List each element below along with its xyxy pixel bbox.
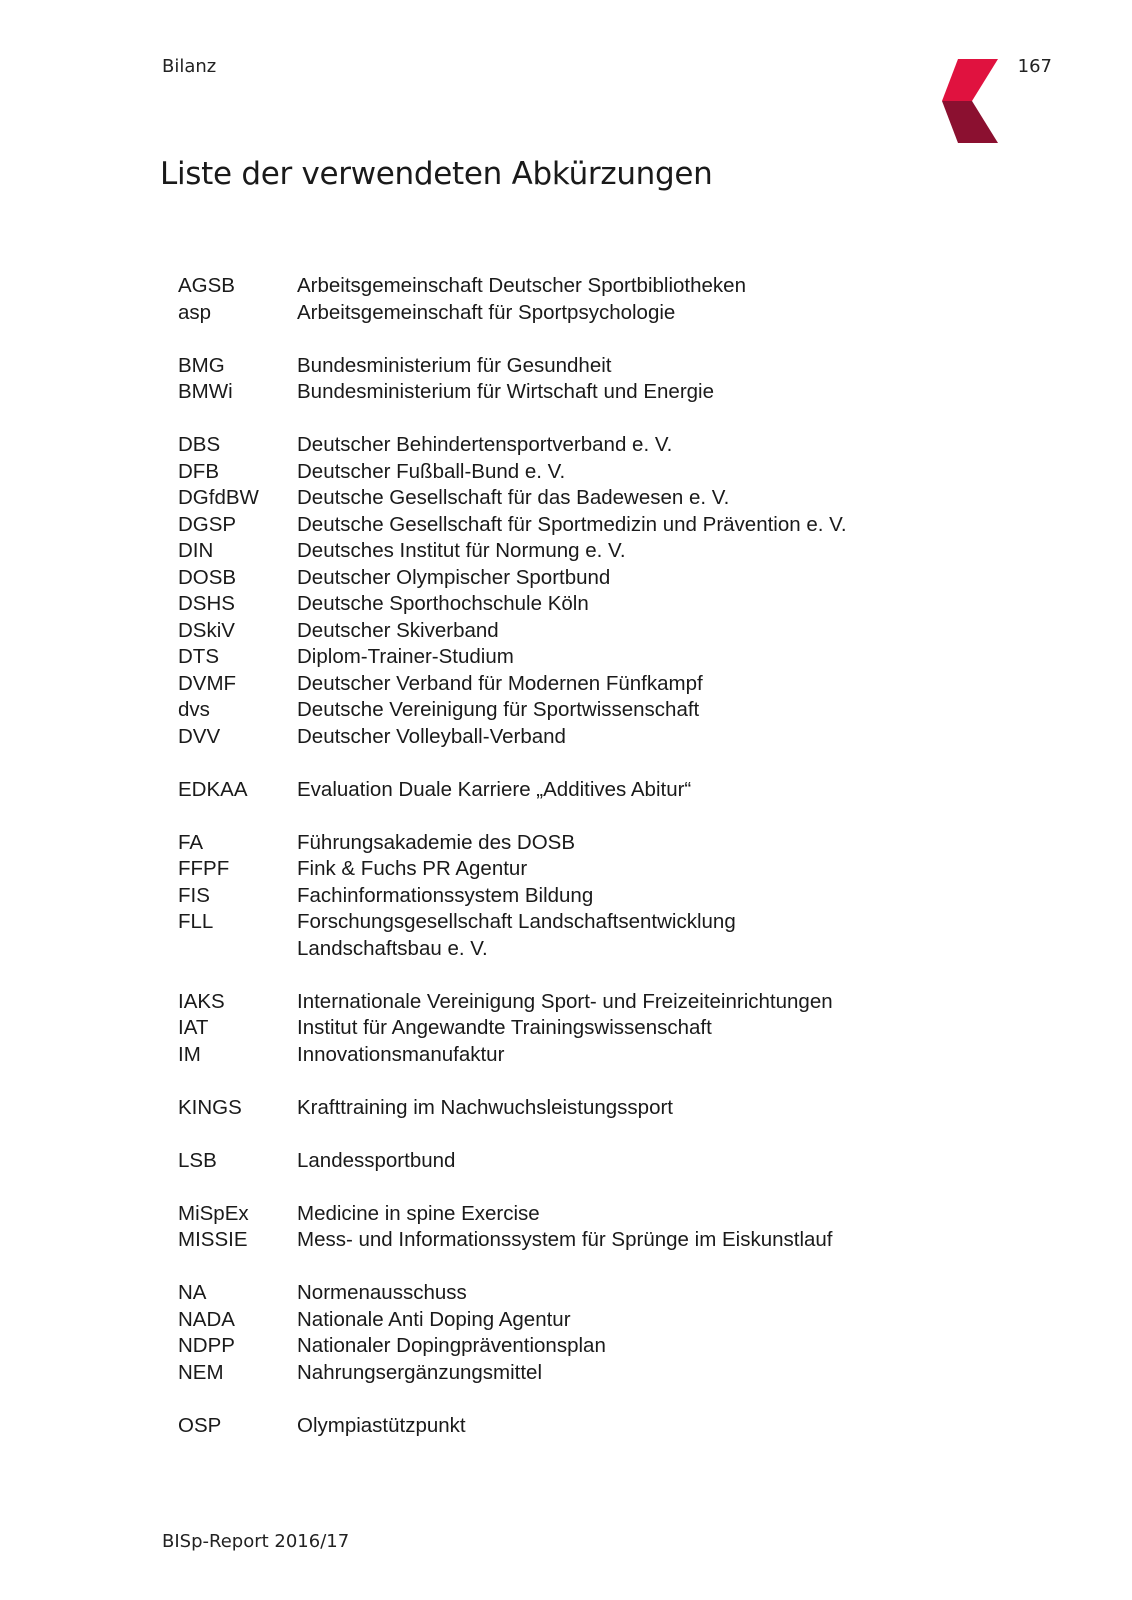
abbreviation-term: KINGS bbox=[178, 1095, 242, 1119]
abbreviation-entry bbox=[178, 909, 847, 962]
abbreviation-term: LSB bbox=[178, 1148, 217, 1172]
abbreviation-entry bbox=[178, 777, 847, 804]
abbreviation-entry bbox=[178, 1307, 847, 1334]
abbreviation-term: NA bbox=[178, 1281, 207, 1304]
abbreviation-definition: Deutscher Volleyball-Verband bbox=[297, 724, 566, 748]
abbreviation-term: DTS bbox=[178, 645, 219, 668]
abbreviation-term: dvs bbox=[178, 698, 210, 721]
abbreviation-term: DIN bbox=[178, 539, 214, 562]
abbreviation-definition: Arbeitsgemeinschaft Deutscher Sportbibliotheken bbox=[297, 274, 746, 297]
abbreviation-group bbox=[178, 1148, 847, 1175]
abbreviation-term: DGfdBW bbox=[178, 486, 259, 509]
abbreviation-term: OSP bbox=[178, 1413, 222, 1437]
abbreviation-entry bbox=[178, 353, 847, 380]
abbreviation-term: IAT bbox=[178, 1016, 209, 1039]
abbreviation-entry bbox=[178, 856, 847, 883]
abbreviation-entry bbox=[178, 1413, 847, 1440]
abbreviation-definition: Deutsche Vereinigung für Sportwissenschaft bbox=[297, 698, 700, 721]
abbreviation-entry bbox=[178, 830, 847, 857]
abbreviation-group bbox=[178, 1095, 847, 1122]
abbreviation-definition: Landessportbund bbox=[297, 1148, 456, 1172]
abbreviation-definition: Deutsches Institut für Normung e. V. bbox=[297, 539, 626, 562]
abbreviation-term: MiSpEx bbox=[178, 1201, 249, 1225]
abbreviation-definition: Führungsakademie des DOSB bbox=[297, 830, 576, 854]
abbreviation-entry bbox=[178, 1095, 847, 1122]
abbreviation-entry bbox=[178, 432, 847, 459]
abbreviation-definition: Innovationsmanufaktur bbox=[297, 1042, 505, 1066]
abbreviation-entry bbox=[178, 459, 847, 486]
abbreviation-group bbox=[178, 273, 847, 326]
abbreviation-entry bbox=[178, 565, 847, 592]
abbreviation-definition: Normenausschuss bbox=[297, 1281, 467, 1304]
abbreviation-entry bbox=[178, 1148, 847, 1175]
abbreviation-term: DSHS bbox=[178, 592, 235, 615]
abbreviation-term: NDPP bbox=[178, 1334, 235, 1357]
abbreviation-term: BMG bbox=[178, 353, 225, 377]
abbreviation-term: DVV bbox=[178, 724, 221, 748]
logo-bottom-segment bbox=[942, 101, 998, 143]
abbreviation-group bbox=[178, 989, 847, 1069]
abbreviation-list bbox=[178, 273, 847, 1466]
abbreviation-term: DVMF bbox=[178, 671, 237, 695]
abbreviation-definition: Deutsche Gesellschaft für das Badewesen e. V. bbox=[297, 486, 730, 509]
abbreviation-entry bbox=[178, 618, 847, 645]
abbreviation-definition: Diplom-Trainer-Studium bbox=[297, 645, 514, 668]
abbreviation-entry bbox=[178, 485, 847, 512]
abbreviation-entry bbox=[178, 1015, 847, 1042]
abbreviation-term: AGSB bbox=[178, 274, 235, 297]
abbreviation-term: DBS bbox=[178, 433, 221, 456]
abbreviation-definition: Arbeitsgemeinschaft für Sportpsychologie bbox=[297, 300, 676, 324]
abbreviation-definition: Bundesministerium für Wirtschaft und Energie bbox=[297, 380, 715, 403]
abbreviation-entry bbox=[178, 644, 847, 671]
abbreviation-definition: Nationaler Dopingpräventionsplan bbox=[297, 1334, 606, 1357]
abbreviation-term: DFB bbox=[178, 459, 219, 483]
abbreviation-definition: Nahrungsergänzungsmittel bbox=[297, 1360, 542, 1384]
abbreviation-definition: Deutscher Fußball-Bund e. V. bbox=[297, 459, 566, 483]
abbreviation-entry bbox=[178, 1360, 847, 1387]
abbreviation-definition: Nationale Anti Doping Agentur bbox=[297, 1307, 571, 1331]
abbreviation-term: DSkiV bbox=[178, 618, 235, 642]
abbreviation-entry bbox=[178, 1280, 847, 1307]
abbreviation-definition: Medicine in spine Exercise bbox=[297, 1201, 540, 1225]
abbreviation-group bbox=[178, 777, 847, 804]
abbreviation-definition: Fachinformationssystem Bildung bbox=[297, 883, 594, 907]
abbreviation-definition: Deutscher Olympischer Sportbund bbox=[297, 565, 611, 589]
abbreviation-definition: Internationale Vereinigung Sport- und Freizeiteinrichtungen bbox=[297, 989, 833, 1013]
abbreviation-definition: Institut für Angewandte Trainingswissenschaft bbox=[297, 1016, 712, 1039]
abbreviation-group bbox=[178, 1201, 847, 1254]
abbreviation-term: NEM bbox=[178, 1360, 224, 1384]
abbreviation-term: MISSIE bbox=[178, 1228, 248, 1251]
abbreviation-term: FIS bbox=[178, 883, 210, 907]
abbreviation-entry bbox=[178, 1201, 847, 1228]
page-number: 167 bbox=[1017, 56, 1052, 77]
abbreviation-term: EDKAA bbox=[178, 777, 248, 801]
abbreviation-term: BMWi bbox=[178, 380, 233, 403]
running-head-section: Bilanz bbox=[162, 56, 217, 77]
abbreviation-entry bbox=[178, 1333, 847, 1360]
page-title: Liste der verwendeten Abkürzungen bbox=[160, 156, 713, 192]
abbreviation-term: FFPF bbox=[178, 857, 230, 880]
abbreviation-definition: Mess- und Informationssystem für Sprünge im Eiskunstlauf bbox=[297, 1228, 833, 1251]
abbreviation-entry bbox=[178, 273, 847, 300]
abbreviation-definition: Olympiastützpunkt bbox=[297, 1413, 466, 1437]
abbreviation-group bbox=[178, 432, 847, 750]
abbreviation-group bbox=[178, 353, 847, 406]
abbreviation-term: IM bbox=[178, 1042, 201, 1066]
abbreviation-definition: Krafttraining im Nachwuchsleistungssport bbox=[297, 1095, 673, 1119]
footer-report-title: BISp-Report 2016/17 bbox=[162, 1531, 350, 1552]
abbreviation-group bbox=[178, 1280, 847, 1386]
abbreviation-entry bbox=[178, 512, 847, 539]
abbreviation-term: DGSP bbox=[178, 512, 237, 536]
abbreviation-term: asp bbox=[178, 300, 212, 324]
abbreviation-definition: Deutscher Skiverband bbox=[297, 618, 499, 642]
abbreviation-definition: Deutsche Sporthochschule Köln bbox=[297, 592, 589, 615]
logo-top-segment bbox=[942, 59, 998, 101]
abbreviation-entry bbox=[178, 1042, 847, 1069]
abbreviation-entry bbox=[178, 379, 847, 406]
abbreviation-term: DOSB bbox=[178, 565, 237, 589]
abbreviation-entry bbox=[178, 1227, 847, 1254]
abbreviation-entry bbox=[178, 538, 847, 565]
abbreviation-definition: Fink & Fuchs PR Agentur bbox=[297, 857, 528, 880]
abbreviation-definition: Deutscher Verband für Modernen Fünfkampf bbox=[297, 671, 703, 695]
abbreviation-term: FA bbox=[178, 830, 204, 854]
abbreviation-definition: Deutsche Gesellschaft für Sportmedizin und Prävention e. V. bbox=[297, 512, 847, 536]
abbreviation-entry bbox=[178, 883, 847, 910]
abbreviation-entry bbox=[178, 300, 847, 327]
abbreviation-definition: Evaluation Duale Karriere „Additives Abitur“ bbox=[297, 777, 692, 801]
abbreviation-definition: Deutscher Behindertensportverband e. V. bbox=[297, 433, 673, 456]
abbreviation-definition: Forschungsgesellschaft Landschaftsentwicklung Landschaftsbau e. V. bbox=[297, 910, 736, 960]
abbreviation-term: NADA bbox=[178, 1307, 235, 1331]
abbreviation-entry bbox=[178, 671, 847, 698]
abbreviation-entry bbox=[178, 724, 847, 751]
abbreviation-entry bbox=[178, 697, 847, 724]
abbreviation-group bbox=[178, 830, 847, 963]
abbreviation-term: IAKS bbox=[178, 989, 225, 1013]
abbreviation-definition: Bundesministerium für Gesundheit bbox=[297, 353, 612, 377]
abbreviation-entry bbox=[178, 989, 847, 1016]
abbreviation-term: FLL bbox=[178, 910, 214, 933]
chevron-logo-icon bbox=[942, 59, 998, 143]
abbreviation-entry bbox=[178, 591, 847, 618]
abbreviation-group bbox=[178, 1413, 847, 1440]
